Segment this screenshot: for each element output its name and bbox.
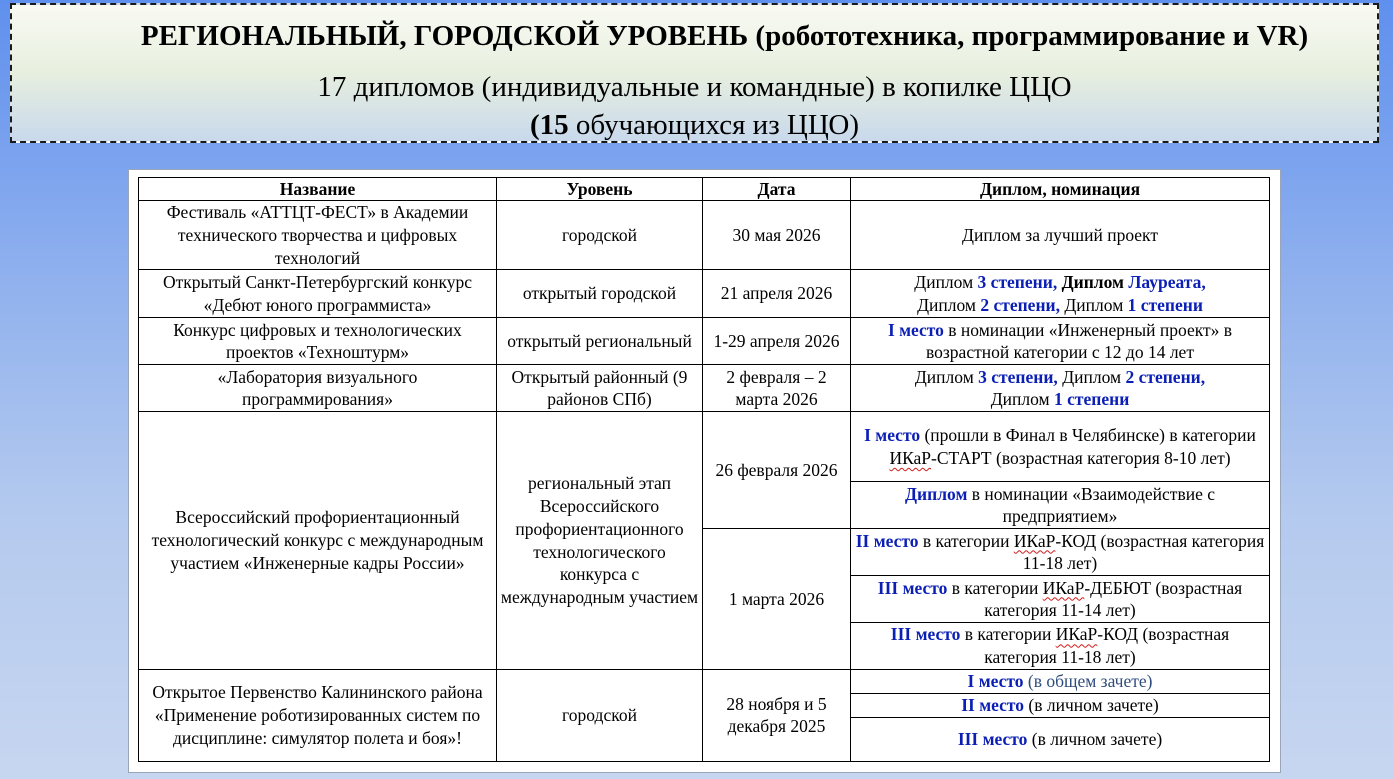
participants-count-number: 15 (539, 109, 569, 141)
award-description: -КОД (возрастная категория 11-18 лет) (984, 624, 1230, 668)
table-row (139, 201, 1270, 270)
award-description: в номинации «Инженерный проект» в возрастной категории с 12 до 14 лет (926, 319, 1233, 363)
cell-name: Всероссийский профориентационный технологический конкурс с международным участием «Инженерные кадры России» (139, 412, 497, 670)
cell-diploma: Диплом за лучший проект (851, 201, 1270, 270)
column-header-name: Название (139, 178, 497, 201)
cell-date: 30 мая 2026 (703, 201, 851, 270)
award-category: ИКаР (1042, 577, 1085, 598)
diploma-degree: 2 степени, (1125, 366, 1206, 387)
cell-name: Открытое Первенство Калининского района «Применение роботизированных систем по дисциплине: симулятор полета и боя»! (139, 669, 497, 761)
cell-name: Конкурс цифровых и технологических проектов «Техноштурм» (139, 318, 497, 365)
diploma-degree: 2 степени, (980, 294, 1060, 315)
award-description: в номинации «Взаимодействие с предприятием» (967, 483, 1215, 527)
table-row (139, 270, 1270, 318)
table-row (139, 365, 1270, 412)
cell-diploma (851, 482, 1270, 529)
award-place: I место (864, 425, 921, 446)
award-description: -СТАРТ (возрастная категория 8-10 лет) (931, 447, 1231, 468)
header-banner (10, 3, 1379, 143)
award-place: II место (961, 695, 1024, 716)
diploma-degree: 3 степени, (977, 272, 1058, 293)
cell-diploma (851, 717, 1270, 761)
diploma-text: Диплом (1060, 294, 1128, 315)
cell-name: Фестиваль «АТТЦТ-ФЕСТ» в Академии технического творчества и цифровых технологий (139, 201, 497, 270)
participants-count-text: обучающихся из ЦЦО) (568, 109, 859, 141)
award-description: -КОД (возрастная категория 11-18 лет) (1022, 530, 1265, 574)
diploma-text: Диплом (1057, 272, 1129, 293)
cell-date: 1 марта 2026 (703, 529, 851, 670)
award-category: ИКаР (1013, 530, 1056, 551)
cell-level: региональный этап Всероссийского профориентационного технологического конкурса с международным участием (497, 412, 703, 670)
award-place: I место (887, 319, 944, 340)
award-place: Диплом (905, 483, 968, 504)
award-description: (прошли в Финал в Челябинске) в категории (920, 425, 1256, 446)
cell-diploma (851, 318, 1270, 365)
award-place: III место (890, 624, 961, 645)
awards-table (138, 177, 1270, 762)
cell-name: «Лаборатория визуального программирования» (139, 365, 497, 412)
award-description: (в личном зачете) (1024, 695, 1159, 716)
cell-date: 21 апреля 2026 (703, 270, 851, 318)
diploma-text: Диплом (990, 389, 1054, 410)
award-description: в категории (960, 624, 1056, 645)
award-place: III место (957, 729, 1028, 750)
diploma-degree: Лауреата, (1128, 272, 1206, 293)
table-row (139, 412, 1270, 482)
cell-diploma (851, 270, 1270, 318)
award-description: в категории (918, 530, 1014, 551)
cell-level: открытый городской (497, 270, 703, 318)
award-category: ИКаР (1055, 624, 1098, 645)
cell-name: Открытый Санкт-Петербургский конкурс «Дебют юного программиста» (139, 270, 497, 318)
cell-date: 1-29 апреля 2026 (703, 318, 851, 365)
table-row (139, 318, 1270, 365)
column-header-diploma: Диплом, номинация (851, 178, 1270, 201)
award-place: I место (967, 671, 1024, 692)
award-description: -ДЕБЮТ (возрастная категория 11-14 лет) (984, 577, 1243, 621)
table-row (139, 669, 1270, 693)
award-description: (в личном зачете) (1027, 729, 1163, 750)
cell-diploma (851, 623, 1270, 670)
diploma-degree: 1 степени (1127, 294, 1203, 315)
diploma-text: Диплом (914, 272, 978, 293)
column-header-date: Дата (703, 178, 851, 201)
diploma-text: Диплом (1057, 366, 1126, 387)
cell-diploma (851, 529, 1270, 576)
cell-level: городской (497, 201, 703, 270)
page-subtitle: 17 дипломов (индивидуальные и командные) в копилке ЦЦО (317, 71, 1072, 103)
participants-count (12, 107, 1377, 143)
cell-diploma (851, 576, 1270, 623)
cell-diploma (851, 412, 1270, 482)
cell-date: 2 февраля – 2 марта 2026 (703, 365, 851, 412)
table-header-row (139, 178, 1270, 201)
cell-diploma (851, 669, 1270, 693)
award-description: в категории (947, 577, 1043, 598)
award-place: III место (877, 577, 948, 598)
cell-level: открытый региональный (497, 318, 703, 365)
award-place: II место (855, 530, 919, 551)
diploma-degree: 3 степени, (978, 366, 1058, 387)
award-description: (в общем зачете) (1023, 671, 1153, 692)
cell-date: 26 февраля 2026 (703, 412, 851, 529)
cell-diploma (851, 693, 1270, 717)
cell-level: городской (497, 669, 703, 761)
cell-date: 28 ноября и 5 декабря 2025 (703, 669, 851, 761)
participants-count-open: ( (530, 109, 540, 141)
column-header-level: Уровень (497, 178, 703, 201)
diploma-text: Диплом (914, 366, 979, 387)
cell-level: Открытый районный (9 районов СПб) (497, 365, 703, 412)
awards-table-panel (128, 169, 1281, 773)
diploma-text: Диплом (917, 294, 981, 315)
cell-diploma (851, 365, 1270, 412)
diploma-degree: 1 степени (1054, 389, 1130, 410)
page-title: РЕГИОНАЛЬНЫЙ, ГОРОДСКОЙ УРОВЕНЬ (робототехника, программирование и VR) (140, 20, 1309, 52)
award-category: ИКаР (889, 447, 932, 468)
